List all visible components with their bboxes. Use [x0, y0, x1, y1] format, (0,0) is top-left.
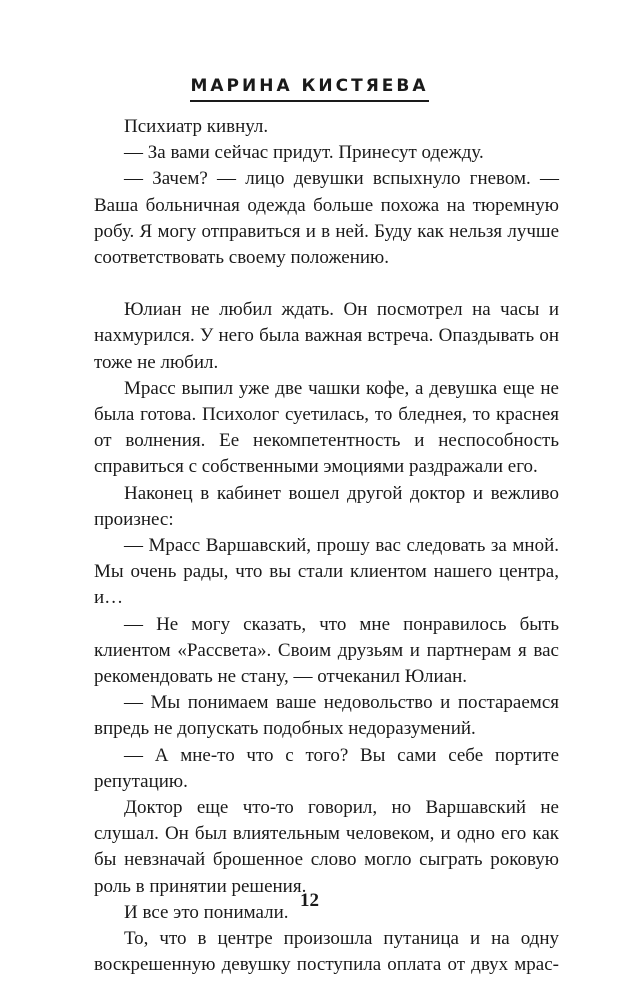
- paragraph: То, что в центре произошла путаница и на одну воскрешенную девушку поступила оплата от двух мрас-: [94, 928, 559, 976]
- running-header: [0, 76, 619, 102]
- author-name: МАРИНА КИСТЯЕВА: [190, 76, 428, 102]
- body-text: [94, 114, 559, 979]
- paragraph: — Зачем? — лицо девушки вспыхнуло гневом. — Ваша больничная одежда больше похожа на тюремную робу. Я могу отправиться и в ней. Буду как нельзя лучше соответствовать своему положению.: [94, 168, 559, 269]
- paragraph: Доктор еще что-то говорил, но Варшавский не слушал. Он был влиятельным человеком, и одно его как бы невзначай брошенное слово могло сыграть роковую роль в принятии решения.: [94, 797, 559, 897]
- paragraph: — За вами сейчас придут. Принесут одежду.: [124, 142, 484, 164]
- page-number: 12: [300, 890, 319, 911]
- paragraph: Психиатр кивнул.: [124, 116, 269, 137]
- paragraph: И все это понимали.: [124, 901, 289, 923]
- paragraph: — Не могу сказать, что мне понравилось быть клиентом «Рассвета». Своим друзьям и партнерам я вас рекомендовать не стану, — отчеканил Юлиан.: [94, 613, 559, 688]
- paragraph: — А мне-то что с того? Вы сами себе портите репутацию.: [94, 744, 559, 792]
- paragraph: — Мы понимаем ваше недовольство и постараемся впредь не допускать подобных недоразумений.: [94, 692, 559, 740]
- section-break: [94, 271, 559, 297]
- paragraph: Юлиан не любил ждать. Он посмотрел на часы и нахмурился. У него была важная встреча. Опаздывать он тоже не любил.: [94, 299, 559, 373]
- paragraph: Мрасс выпил уже две чашки кофе, а девушка еще не была готова. Психолог суетилась, то бледнея, то краснея от волнения. Ее некомпетентность и неспособность справиться с собственными эмоциями раздражали его.: [94, 377, 559, 478]
- paragraph: — Мрасс Варшавский, прошу вас следовать за мной. Мы очень рады, что вы стали клиентом нашего центра, и…: [94, 535, 559, 609]
- paragraph: Наконец в кабинет вошел другой доктор и вежливо произнес:: [94, 482, 559, 530]
